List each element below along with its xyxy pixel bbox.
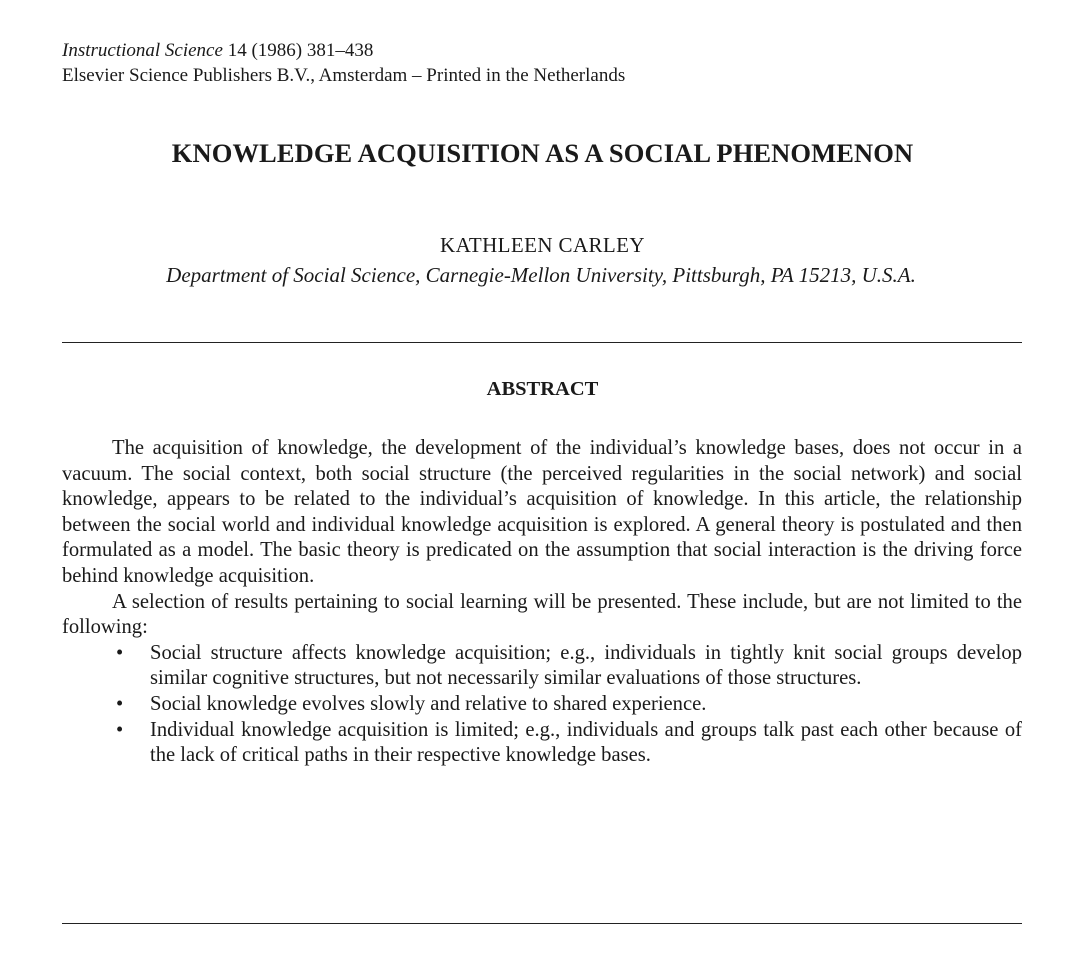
list-item (62, 641, 1022, 692)
list-item-text: Social structure affects knowledge acquisition; e.g., individuals in tightly knit social groups develop similar cognitive structures, but not necessarily similar evaluations of those structures. (150, 641, 1022, 690)
list-item (62, 718, 1022, 769)
abstract-paragraph: The acquisition of knowledge, the development of the individual’s knowledge bases, does not occur in a vacuum. The social context, both social structure (the perceived regularities in the social network) and social knowledge, appears to be related to the individual’s acquisition of knowledge. In this article, the relationship between the social world and individual knowledge acquisition is explored. A general theory is postulated and then formulated as a model. The basic theory is predicated on the assumption that social interaction is the driving force behind knowledge acquisition. (62, 437, 1022, 587)
list-item-text: Individual knowledge acquisition is limited; e.g., individuals and groups talk past each other because of the lack of critical paths in their respective knowledge bases. (150, 718, 1022, 767)
author-affiliation: Department of Social Science, Carnegie-Mellon University, Pittsburgh, PA 15213, U.S.A. (166, 263, 916, 287)
journal-citation-line (62, 39, 373, 63)
results-list (62, 641, 1022, 769)
abstract-heading: ABSTRACT (486, 378, 599, 400)
bullet-icon: • (116, 692, 124, 715)
bullet-icon: • (116, 718, 124, 741)
top-divider (62, 342, 1022, 343)
article-title: KNOWLEDGE ACQUISITION AS A SOCIAL PHENOMENON (171, 138, 914, 168)
publisher-line: Elsevier Science Publishers B.V., Amsterdam – Printed in the Netherlands (62, 65, 626, 86)
bullet-icon: • (116, 641, 124, 664)
journal-name: Instructional Science (62, 40, 223, 61)
list-item-text: Social knowledge evolves slowly and relative to shared experience. (150, 692, 707, 715)
journal-volume-pages: 14 (1986) 381–438 (222, 40, 374, 61)
abstract-paragraph: A selection of results pertaining to social learning will be presented. These include, but are not limited to the following: (62, 590, 1022, 639)
bottom-divider (62, 923, 1022, 924)
list-item (62, 692, 1022, 718)
author-name: KATHLEEN CARLEY (440, 233, 645, 257)
abstract-body (62, 436, 1022, 769)
